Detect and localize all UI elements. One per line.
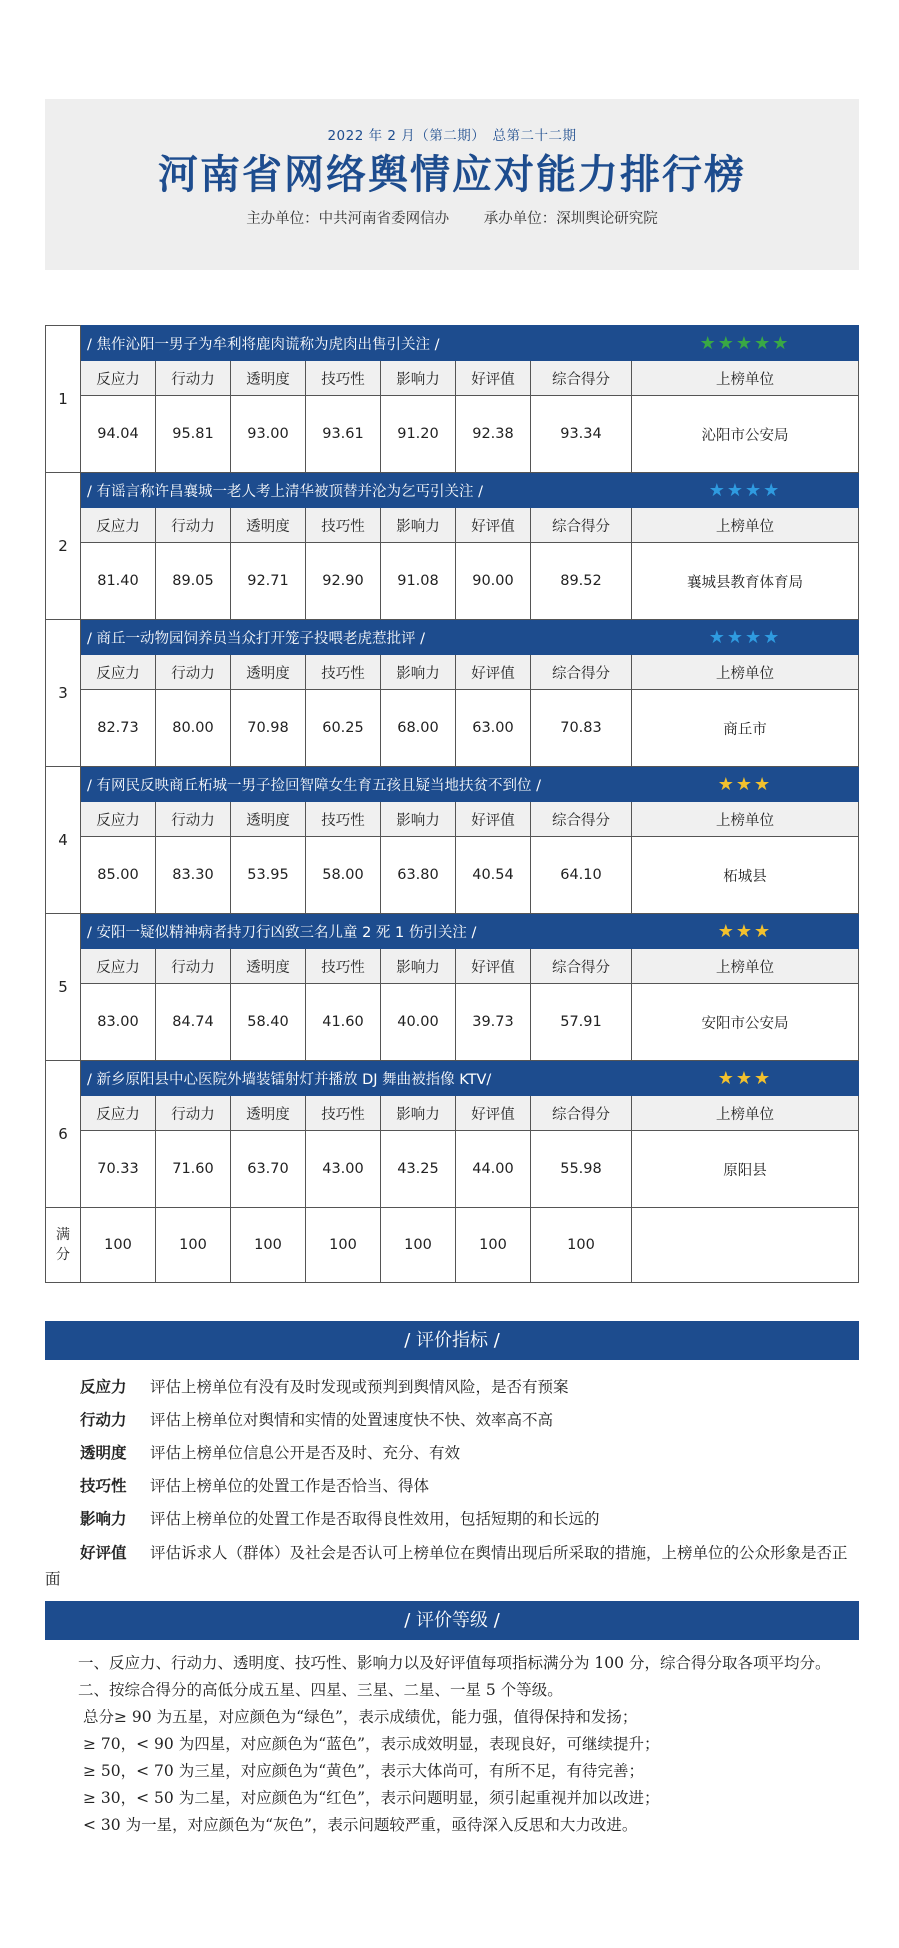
criteria-name: 技巧性: [80, 1477, 127, 1495]
score-cell: 63.70: [231, 1131, 306, 1208]
rating-stars-icon: ★★★★: [708, 626, 782, 648]
column-header: 好评值: [456, 949, 531, 984]
score-cell: 80.00: [156, 690, 231, 767]
event-title-bar: [81, 620, 859, 655]
criteria-name: 反应力: [80, 1378, 127, 1396]
score-cell: 93.34: [531, 396, 632, 473]
score-cell: 89.52: [531, 543, 632, 620]
criteria-desc: 评估上榜单位信息公开是否及时、充分、有效: [150, 1444, 461, 1462]
organizer-org: 承办单位：深圳舆论研究院: [483, 211, 658, 227]
column-header: 行动力: [156, 1096, 231, 1131]
score-cell: 53.95: [231, 837, 306, 914]
grade-rule: ≥ 30，< 50 为二星，对应颜色为“红色”，表示问题明显，须引起重视并加以改进；: [83, 1789, 660, 1807]
host-org: 主办单位：中共河南省委网信办: [246, 211, 450, 227]
unit-cell: 襄城县教育体育局: [632, 543, 859, 620]
full-score-cell: 100: [156, 1208, 231, 1283]
rank-number: 1: [46, 326, 81, 473]
score-cell: 41.60: [306, 984, 381, 1061]
unit-cell: 沁阳市公安局: [632, 396, 859, 473]
event-title: / 新乡原阳县中心医院外墙装镭射灯并播放 DJ 舞曲被指像 KTV/: [87, 1071, 492, 1088]
criteria-title-bar: / 评价指标 /: [45, 1321, 859, 1360]
score-cell: 83.00: [81, 984, 156, 1061]
rank-number: 4: [46, 767, 81, 914]
event-title-row: [81, 1068, 858, 1089]
score-cell: 44.00: [456, 1131, 531, 1208]
full-score-empty: [632, 1208, 859, 1283]
rating-stars-icon: ★★★★★: [699, 332, 791, 354]
unit-cell: 柘城县: [632, 837, 859, 914]
score-cell: 55.98: [531, 1131, 632, 1208]
event-title-row: [81, 333, 858, 354]
grades-paragraph-2: 二、按综合得分的高低分成五星、四星、三星、二星、一星 5 个等级。: [78, 1681, 563, 1699]
column-header: 技巧性: [306, 655, 381, 690]
grades-paragraph-1: 一、反应力、行动力、透明度、技巧性、影响力以及好评值每项指标满分为 100 分，综合得分取各项平均分。: [78, 1654, 831, 1672]
criteria-desc: 评估上榜单位对舆情和实情的处置速度快不快、效率高不高: [150, 1411, 554, 1429]
column-header: 综合得分: [531, 1096, 632, 1131]
criteria-desc: 评估上榜单位的处置工作是否恰当、得体: [150, 1477, 430, 1495]
column-header: 技巧性: [306, 361, 381, 396]
column-header: 好评值: [456, 802, 531, 837]
score-cell: 68.00: [381, 690, 456, 767]
column-header: 透明度: [231, 802, 306, 837]
score-cell: 94.04: [81, 396, 156, 473]
criteria-item: [45, 1371, 859, 1404]
grade-lines: [45, 1704, 859, 1839]
column-header: 技巧性: [306, 802, 381, 837]
score-cell: 60.25: [306, 690, 381, 767]
score-cell: 43.25: [381, 1131, 456, 1208]
column-header: 透明度: [231, 655, 306, 690]
criteria-desc: 评估诉求人（群体）及社会是否认可上榜单位在舆情出现后所采取的措施，上榜单位的公众形象是否正面: [45, 1544, 848, 1588]
ranking-table: [45, 325, 859, 1283]
rating-stars-icon: ★★★: [717, 1067, 773, 1089]
column-header: 好评值: [456, 1096, 531, 1131]
score-cell: 70.33: [81, 1131, 156, 1208]
column-header: 反应力: [81, 802, 156, 837]
column-header: 影响力: [381, 508, 456, 543]
score-cell: 82.73: [81, 690, 156, 767]
score-cell: 40.00: [381, 984, 456, 1061]
score-cell: 57.91: [531, 984, 632, 1061]
column-header: 反应力: [81, 508, 156, 543]
rank-number: 3: [46, 620, 81, 767]
event-title: / 焦作沁阳一男子为牟利将鹿肉谎称为虎肉出售引关注 /: [87, 336, 440, 353]
criteria-item: [45, 1437, 859, 1470]
event-title: / 安阳一疑似精神病者持刀行凶致三名儿童 2 死 1 伤引关注 /: [87, 924, 477, 941]
column-header: 反应力: [81, 1096, 156, 1131]
full-score-cell: 100: [381, 1208, 456, 1283]
score-cell: 92.38: [456, 396, 531, 473]
criteria-item: [45, 1404, 859, 1437]
score-cell: 85.00: [81, 837, 156, 914]
score-cell: 84.74: [156, 984, 231, 1061]
grade-rule: ≥ 50，< 70 为三星，对应颜色为“黄色”，表示大体尚可，有所不足，有待完善；: [83, 1762, 645, 1780]
unit-cell: 安阳市公安局: [632, 984, 859, 1061]
column-header: 影响力: [381, 802, 456, 837]
score-cell: 64.10: [531, 837, 632, 914]
rating-stars-icon: ★★★: [717, 920, 773, 942]
score-cell: 40.54: [456, 837, 531, 914]
event-title-bar: [81, 473, 859, 508]
criteria-item: [45, 1470, 859, 1503]
column-header: 影响力: [381, 949, 456, 984]
full-score-cell: 100: [231, 1208, 306, 1283]
score-cell: 89.05: [156, 543, 231, 620]
full-score-cell: 100: [531, 1208, 632, 1283]
score-cell: 83.30: [156, 837, 231, 914]
score-cell: 92.71: [231, 543, 306, 620]
full-score-cell: 100: [306, 1208, 381, 1283]
event-title-row: [81, 921, 858, 942]
column-header: 透明度: [231, 949, 306, 984]
column-header: 反应力: [81, 655, 156, 690]
score-cell: 39.73: [456, 984, 531, 1061]
criteria-name: 影响力: [80, 1510, 127, 1528]
event-title-row: [81, 774, 858, 795]
full-score-label: 满分: [46, 1208, 81, 1283]
criteria-list: [45, 1371, 859, 1592]
column-header: 透明度: [231, 508, 306, 543]
column-header: 综合得分: [531, 361, 632, 396]
column-header: 影响力: [381, 361, 456, 396]
criteria-name: 透明度: [80, 1444, 127, 1462]
column-header: 行动力: [156, 655, 231, 690]
column-header: 上榜单位: [632, 949, 859, 984]
rating-stars-icon: ★★★: [717, 773, 773, 795]
column-header: 技巧性: [306, 949, 381, 984]
score-cell: 58.40: [231, 984, 306, 1061]
column-header: 技巧性: [306, 1096, 381, 1131]
rank-number: 6: [46, 1061, 81, 1208]
event-title-bar: [81, 326, 859, 361]
score-cell: 93.00: [231, 396, 306, 473]
grade-rule: 总分≥ 90 为五星，对应颜色为“绿色”，表示成绩优，能力强，值得保持和发扬；: [83, 1708, 638, 1726]
score-cell: 91.20: [381, 396, 456, 473]
column-header: 行动力: [156, 802, 231, 837]
rating-stars-icon: ★★★★: [708, 479, 782, 501]
column-header: 好评值: [456, 361, 531, 396]
event-title-bar: [81, 767, 859, 802]
score-cell: 70.98: [231, 690, 306, 767]
column-header: 综合得分: [531, 802, 632, 837]
event-title: / 有谣言称许昌襄城一老人考上清华被顶替并沦为乞丐引关注 /: [87, 483, 483, 500]
column-header: 好评值: [456, 508, 531, 543]
grade-rule: ≥ 70，< 90 为四星，对应颜色为“蓝色”，表示成效明显，表现良好，可继续提升；: [83, 1735, 660, 1753]
event-title: / 有网民反映商丘柘城一男子捡回智障女生育五孩且疑当地扶贫不到位 /: [87, 777, 541, 794]
score-cell: 63.00: [456, 690, 531, 767]
rank-number: 5: [46, 914, 81, 1061]
score-cell: 58.00: [306, 837, 381, 914]
sponsor-line: [45, 207, 859, 228]
score-cell: 95.81: [156, 396, 231, 473]
column-header: 综合得分: [531, 655, 632, 690]
full-score-cell: 100: [81, 1208, 156, 1283]
column-header: 上榜单位: [632, 802, 859, 837]
score-cell: 71.60: [156, 1131, 231, 1208]
event-title: / 商丘一动物园饲养员当众打开笼子投喂老虎惹批评 /: [87, 630, 425, 647]
column-header: 透明度: [231, 361, 306, 396]
column-header: 影响力: [381, 1096, 456, 1131]
score-cell: 92.90: [306, 543, 381, 620]
criteria-name: 行动力: [80, 1411, 127, 1429]
column-header: 上榜单位: [632, 655, 859, 690]
score-cell: 91.08: [381, 543, 456, 620]
column-header: 好评值: [456, 655, 531, 690]
event-title-row: [81, 627, 858, 648]
grades-title-bar: / 评价等级 /: [45, 1601, 859, 1640]
column-header: 透明度: [231, 1096, 306, 1131]
report-header: [45, 99, 859, 270]
column-header: 行动力: [156, 361, 231, 396]
unit-cell: 原阳县: [632, 1131, 859, 1208]
column-header: 行动力: [156, 949, 231, 984]
criteria-item: [45, 1503, 859, 1536]
full-score-cell: 100: [456, 1208, 531, 1283]
score-cell: 90.00: [456, 543, 531, 620]
criteria-desc: 评估上榜单位的处置工作是否取得良性效用，包括短期的和长远的: [150, 1510, 600, 1528]
column-header: 上榜单位: [632, 361, 859, 396]
event-title-row: [81, 480, 858, 501]
page-title: 河南省网络舆情应对能力排行榜: [158, 152, 746, 198]
score-cell: 70.83: [531, 690, 632, 767]
event-title-bar: [81, 1061, 859, 1096]
column-header: 技巧性: [306, 508, 381, 543]
score-cell: 43.00: [306, 1131, 381, 1208]
criteria-name: 好评值: [80, 1544, 127, 1562]
column-header: 行动力: [156, 508, 231, 543]
column-header: 影响力: [381, 655, 456, 690]
criteria-item: [45, 1536, 859, 1592]
column-header: 反应力: [81, 361, 156, 396]
criteria-desc: 评估上榜单位有没有及时发现或预判到舆情风险，是否有预案: [150, 1378, 569, 1396]
event-title-bar: [81, 914, 859, 949]
score-cell: 93.61: [306, 396, 381, 473]
rank-number: 2: [46, 473, 81, 620]
issue-line: 2022 年 2 月（第二期） 总第二十二期: [327, 128, 577, 144]
grades-section: [45, 1650, 859, 1839]
column-header: 反应力: [81, 949, 156, 984]
unit-cell: 商丘市: [632, 690, 859, 767]
score-cell: 63.80: [381, 837, 456, 914]
column-header: 上榜单位: [632, 1096, 859, 1131]
grade-rule: < 30 为一星，对应颜色为“灰色”，表示问题较严重，亟待深入反思和大力改进。: [83, 1816, 638, 1834]
column-header: 上榜单位: [632, 508, 859, 543]
column-header: 综合得分: [531, 508, 632, 543]
score-cell: 81.40: [81, 543, 156, 620]
column-header: 综合得分: [531, 949, 632, 984]
